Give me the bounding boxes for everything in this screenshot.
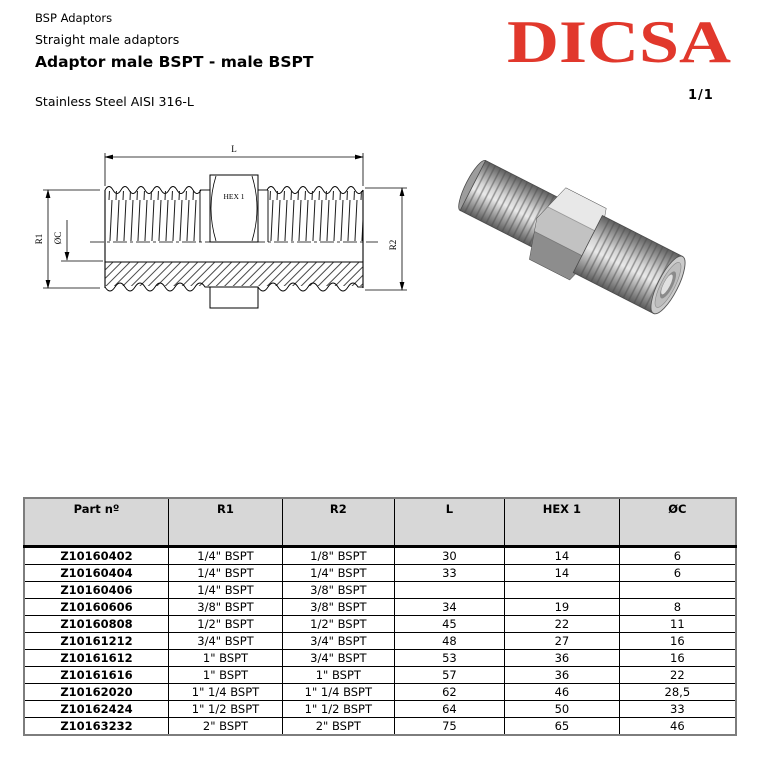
dim-r2-label: R2: [388, 239, 398, 251]
table-header-row: [24, 498, 736, 547]
cell-part-number: Z10162020: [24, 684, 169, 701]
brand-logo: [503, 10, 735, 72]
col-header-oc: ØC: [619, 498, 736, 547]
table-body: [24, 547, 736, 736]
adaptor-3d-body: [447, 144, 696, 328]
cell-oc: 28,5: [619, 684, 736, 701]
cell-hex: 14: [505, 547, 620, 565]
cell-part-number: Z10161612: [24, 650, 169, 667]
cell-oc: [619, 582, 736, 599]
section-hatch: [105, 262, 363, 308]
material-label: Stainless Steel AISI 316-L: [35, 94, 194, 109]
cell-part-number: Z10160404: [24, 565, 169, 582]
table-row: [24, 565, 736, 582]
table-row: [24, 650, 736, 667]
cell-l: 34: [394, 599, 504, 616]
cell-hex: 65: [505, 718, 620, 736]
dim-r2: [365, 188, 407, 290]
page-indicator: 1/1: [688, 88, 714, 103]
cell-r2: 1" 1/4 BSPT: [282, 684, 394, 701]
cell-r1: 1" BSPT: [169, 667, 283, 684]
cell-hex: 27: [505, 633, 620, 650]
table-row: [24, 616, 736, 633]
cell-hex: 36: [505, 650, 620, 667]
cell-l: 48: [394, 633, 504, 650]
cell-part-number: Z10161616: [24, 667, 169, 684]
technical-drawing-svg: [30, 140, 460, 318]
cell-oc: 6: [619, 565, 736, 582]
cell-r2: 3/4" BSPT: [282, 633, 394, 650]
cell-oc: 22: [619, 667, 736, 684]
cell-oc: 11: [619, 616, 736, 633]
cell-r2: 3/8" BSPT: [282, 582, 394, 599]
brand-logo-text: DICSA: [507, 10, 731, 72]
table-row: [24, 667, 736, 684]
page-title: Adaptor male BSPT - male BSPT: [35, 53, 314, 71]
cell-l: 62: [394, 684, 504, 701]
dimensions-table: [23, 497, 737, 736]
cell-r1: 1/4" BSPT: [169, 565, 283, 582]
table-row: [24, 582, 736, 599]
table-row: [24, 547, 736, 565]
cell-l: 53: [394, 650, 504, 667]
cell-r1: 1" 1/4 BSPT: [169, 684, 283, 701]
cell-r2: 1" BSPT: [282, 667, 394, 684]
cell-oc: 6: [619, 547, 736, 565]
cell-hex: 14: [505, 565, 620, 582]
cell-part-number: Z10163232: [24, 718, 169, 736]
cell-part-number: Z10161212: [24, 633, 169, 650]
dim-hex-label: HEX 1: [223, 192, 245, 201]
cell-l: 64: [394, 701, 504, 718]
table-row: [24, 701, 736, 718]
cell-l: 45: [394, 616, 504, 633]
cell-hex: 19: [505, 599, 620, 616]
technical-drawing: [30, 140, 460, 318]
product-render: [445, 140, 717, 336]
col-header-part: Part nº: [24, 498, 169, 547]
cell-l: 75: [394, 718, 504, 736]
subcategory-label: Straight male adaptors: [35, 32, 180, 47]
product-render-svg: [445, 140, 717, 336]
table-row: [24, 633, 736, 650]
col-header-r1: R1: [169, 498, 283, 547]
cell-part-number: Z10160406: [24, 582, 169, 599]
cell-r1: 1" BSPT: [169, 650, 283, 667]
cell-r2: 1/4" BSPT: [282, 565, 394, 582]
cell-r2: 1" 1/2 BSPT: [282, 701, 394, 718]
cell-oc: 16: [619, 650, 736, 667]
cell-oc: 16: [619, 633, 736, 650]
cell-l: [394, 582, 504, 599]
cell-r2: 2" BSPT: [282, 718, 394, 736]
table-row: [24, 684, 736, 701]
dim-diameter-label: ØC: [53, 231, 63, 245]
dim-diameter: [53, 220, 103, 261]
cell-hex: 46: [505, 684, 620, 701]
cell-r2: 3/4" BSPT: [282, 650, 394, 667]
cell-oc: 33: [619, 701, 736, 718]
dicsa-logo-icon: [503, 10, 735, 72]
cell-l: 57: [394, 667, 504, 684]
cell-r1: 1/4" BSPT: [169, 582, 283, 599]
col-header-l: L: [394, 498, 504, 547]
cell-hex: 22: [505, 616, 620, 633]
col-header-r2: R2: [282, 498, 394, 547]
cell-r2: 1/2" BSPT: [282, 616, 394, 633]
cell-part-number: Z10162424: [24, 701, 169, 718]
cell-hex: 50: [505, 701, 620, 718]
cell-oc: 46: [619, 718, 736, 736]
cell-part-number: Z10160402: [24, 547, 169, 565]
cell-l: 30: [394, 547, 504, 565]
cell-part-number: Z10160606: [24, 599, 169, 616]
cell-r1: 1/2" BSPT: [169, 616, 283, 633]
col-header-hex: HEX 1: [505, 498, 620, 547]
cell-r1: 1/4" BSPT: [169, 547, 283, 565]
cell-r1: 1" 1/2 BSPT: [169, 701, 283, 718]
table-row: [24, 599, 736, 616]
category-label: BSP Adaptors: [35, 11, 113, 25]
cell-hex: [505, 582, 620, 599]
cell-r2: 1/8" BSPT: [282, 547, 394, 565]
table-row: [24, 718, 736, 736]
cell-part-number: Z10160808: [24, 616, 169, 633]
cell-r1: 2" BSPT: [169, 718, 283, 736]
cell-r2: 3/8" BSPT: [282, 599, 394, 616]
hex-section: [210, 175, 258, 242]
dim-r1-label: R1: [34, 233, 44, 245]
dim-length-label: L: [231, 144, 237, 154]
cell-hex: 36: [505, 667, 620, 684]
cell-l: 33: [394, 565, 504, 582]
cell-r1: 3/8" BSPT: [169, 599, 283, 616]
cell-r1: 3/4" BSPT: [169, 633, 283, 650]
cell-oc: 8: [619, 599, 736, 616]
